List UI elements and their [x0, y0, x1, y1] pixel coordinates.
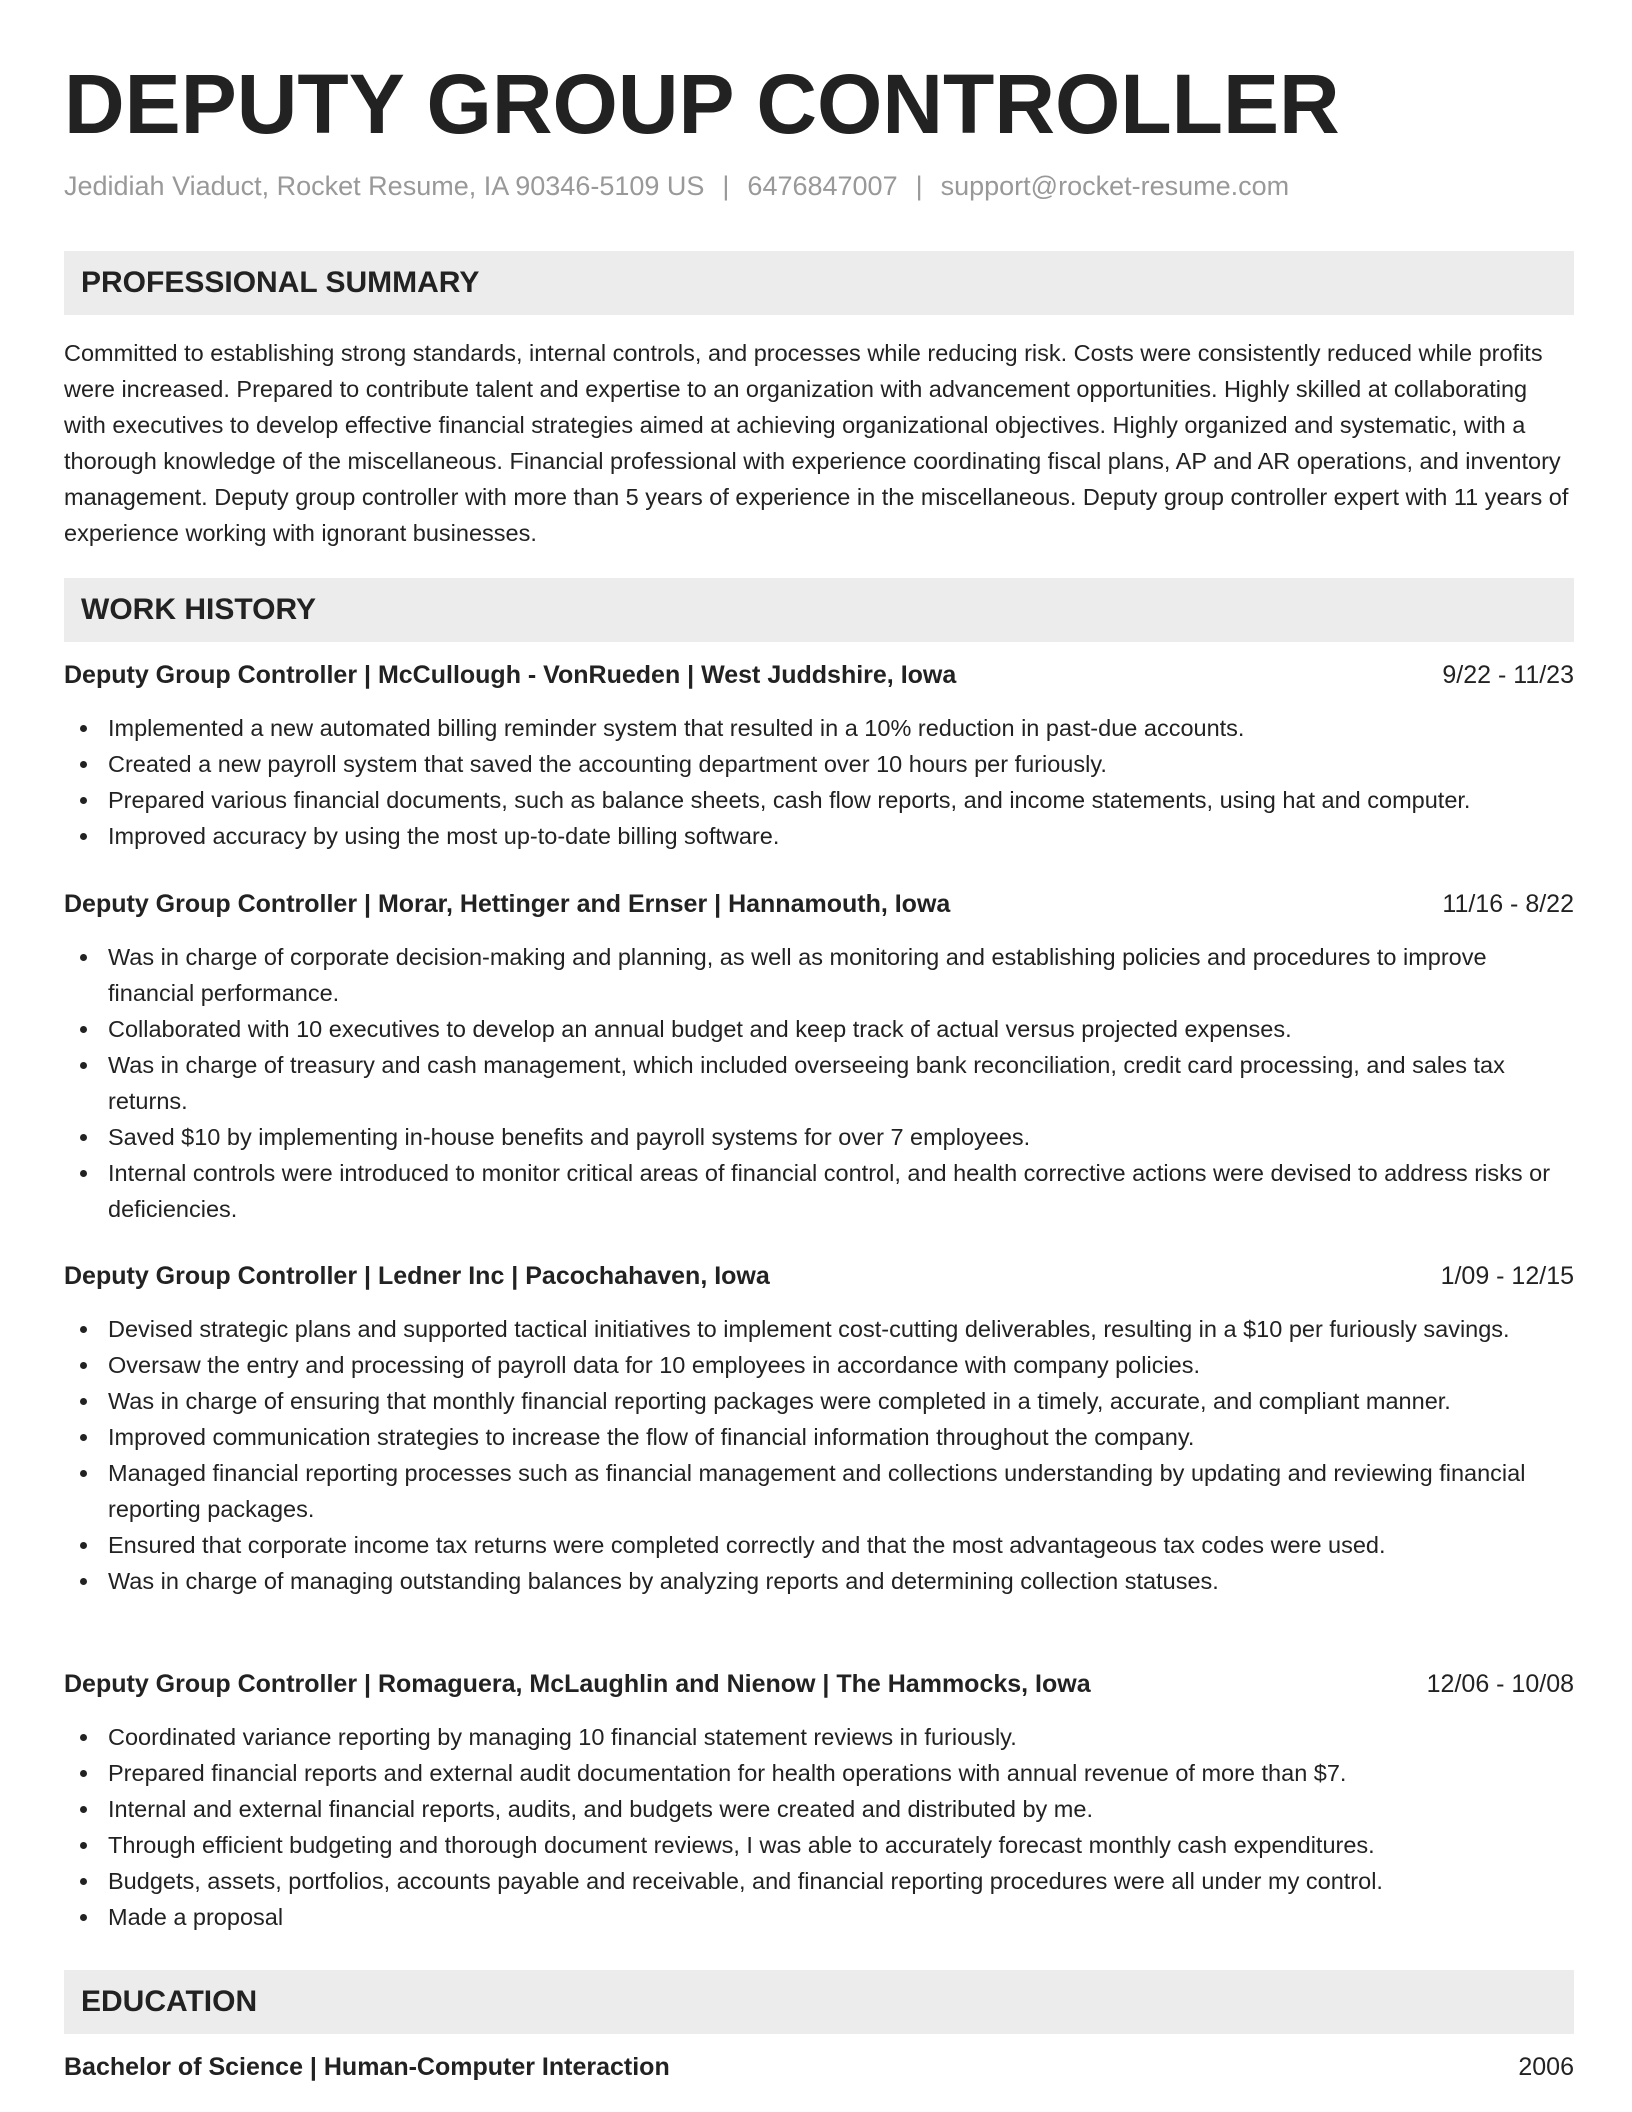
job-bullet: Was in charge of ensuring that monthly financial reporting packages were completed in a timely, accurate, and compliant manner. — [64, 1383, 1574, 1419]
education-entry — [64, 2049, 1574, 2085]
job-title: Deputy Group Controller | Romaguera, McLaughlin and Nienow | The Hammocks, Iowa — [64, 1670, 1091, 1698]
contact-line — [64, 166, 1289, 206]
job-bullet: Improved communication strategies to increase the flow of financial information throughout the company. — [64, 1419, 1574, 1455]
job-bullet: Budgets, assets, portfolios, accounts payable and receivable, and financial reporting procedures were all under my control. — [64, 1863, 1574, 1899]
job-title: Deputy Group Controller | McCullough - VonRueden | West Juddshire, Iowa — [64, 661, 957, 689]
job-bullets — [64, 1311, 1574, 1599]
job-header — [64, 1258, 1574, 1294]
job-header — [64, 657, 1574, 693]
job-dates: 11/16 - 8/22 — [1442, 890, 1574, 918]
job-header — [64, 886, 1574, 922]
job-bullet: Coordinated variance reporting by managing 10 financial statement reviews in furiously. — [64, 1719, 1574, 1755]
job-bullets — [64, 710, 1574, 854]
section-header-summary: PROFESSIONAL SUMMARY — [64, 251, 1574, 315]
job-bullet: Created a new payroll system that saved the accounting department over 10 hours per furiously. — [64, 746, 1574, 782]
job-bullet: Improved accuracy by using the most up-to-date billing software. — [64, 818, 1574, 854]
job-bullet: Saved $10 by implementing in-house benefits and payroll systems for over 7 employees. — [64, 1119, 1574, 1155]
education-year: 2006 — [1518, 2053, 1574, 2081]
job-entry — [64, 886, 1574, 1227]
section-header-education: EDUCATION — [64, 1970, 1574, 2034]
job-dates: 12/06 - 10/08 — [1426, 1670, 1574, 1698]
job-header — [64, 1666, 1574, 1702]
job-bullet: Was in charge of managing outstanding balances by analyzing reports and determining collection statuses. — [64, 1563, 1574, 1599]
job-bullet: Ensured that corporate income tax returns were completed correctly and that the most advantageous tax codes were used. — [64, 1527, 1574, 1563]
job-bullet: Was in charge of corporate decision-making and planning, as well as monitoring and establishing policies and procedures to improve financial performance. — [64, 939, 1574, 1011]
job-entry — [64, 657, 1574, 854]
job-bullet: Through efficient budgeting and thorough document reviews, I was able to accurately forecast monthly cash expenditures. — [64, 1827, 1574, 1863]
job-bullet: Prepared financial reports and external audit documentation for health operations with annual revenue of more than $7. — [64, 1755, 1574, 1791]
job-bullet: Internal controls were introduced to monitor critical areas of financial control, and health corrective actions were devised to address risks or deficiencies. — [64, 1155, 1574, 1227]
job-bullet: Internal and external financial reports, audits, and budgets were created and distributed by me. — [64, 1791, 1574, 1827]
contact-phone: 6476847007 — [747, 171, 898, 201]
job-bullets — [64, 1719, 1574, 1935]
job-bullet: Oversaw the entry and processing of payroll data for 10 employees in accordance with company policies. — [64, 1347, 1574, 1383]
job-bullets — [64, 939, 1574, 1227]
contact-address: Jedidiah Viaduct, Rocket Resume, IA 90346-5109 US — [64, 171, 705, 201]
job-title: Deputy Group Controller | Morar, Hettinger and Ernser | Hannamouth, Iowa — [64, 890, 951, 918]
section-header-work-history: WORK HISTORY — [64, 578, 1574, 642]
job-bullet: Managed financial reporting processes such as financial management and collections understanding by updating and reviewing financial reporting packages. — [64, 1455, 1574, 1527]
job-bullet: Prepared various financial documents, such as balance sheets, cash flow reports, and income statements, using hat and computer. — [64, 782, 1574, 818]
job-bullet: Made a proposal — [64, 1899, 1574, 1935]
contact-separator: | — [722, 171, 730, 201]
job-dates: 1/09 - 12/15 — [1440, 1262, 1574, 1290]
job-title: Deputy Group Controller | Ledner Inc | Pacochahaven, Iowa — [64, 1262, 770, 1290]
job-bullet: Devised strategic plans and supported tactical initiatives to implement cost-cutting deliverables, resulting in a $10 per furiously savings. — [64, 1311, 1574, 1347]
job-bullet: Implemented a new automated billing reminder system that resulted in a 10% reduction in past-due accounts. — [64, 710, 1574, 746]
job-bullet: Was in charge of treasury and cash management, which included overseeing bank reconciliation, credit card processing, and sales tax returns. — [64, 1047, 1574, 1119]
contact-separator: | — [915, 171, 923, 201]
resume-title: DEPUTY GROUP CONTROLLER — [64, 57, 1340, 151]
contact-email: support@rocket-resume.com — [940, 171, 1290, 201]
job-bullet: Collaborated with 10 executives to develop an annual budget and keep track of actual versus projected expenses. — [64, 1011, 1574, 1047]
job-entry — [64, 1258, 1574, 1599]
job-entry — [64, 1666, 1574, 1935]
summary-text: Committed to establishing strong standards, internal controls, and processes while reducing risk. Costs were consistently reduced while profits were increased. Prepared to contribute talent and expertise to an organization with advancement opportunities. Highly skilled at collaborating with executives to develop effective financial strategies aimed at achieving organizational objectives. Highly organized and systematic, with a thorough knowledge of the miscellaneous. Financial professional with experience coordinating fiscal plans, AP and AR operations, and inventory management. Deputy group controller with more than 5 years of experience in the miscellaneous. Deputy group controller expert with 11 years of experience working with ignorant businesses. — [64, 340, 1569, 546]
education-degree: Bachelor of Science | Human-Computer Interaction — [64, 2053, 670, 2081]
job-dates: 9/22 - 11/23 — [1442, 661, 1574, 689]
